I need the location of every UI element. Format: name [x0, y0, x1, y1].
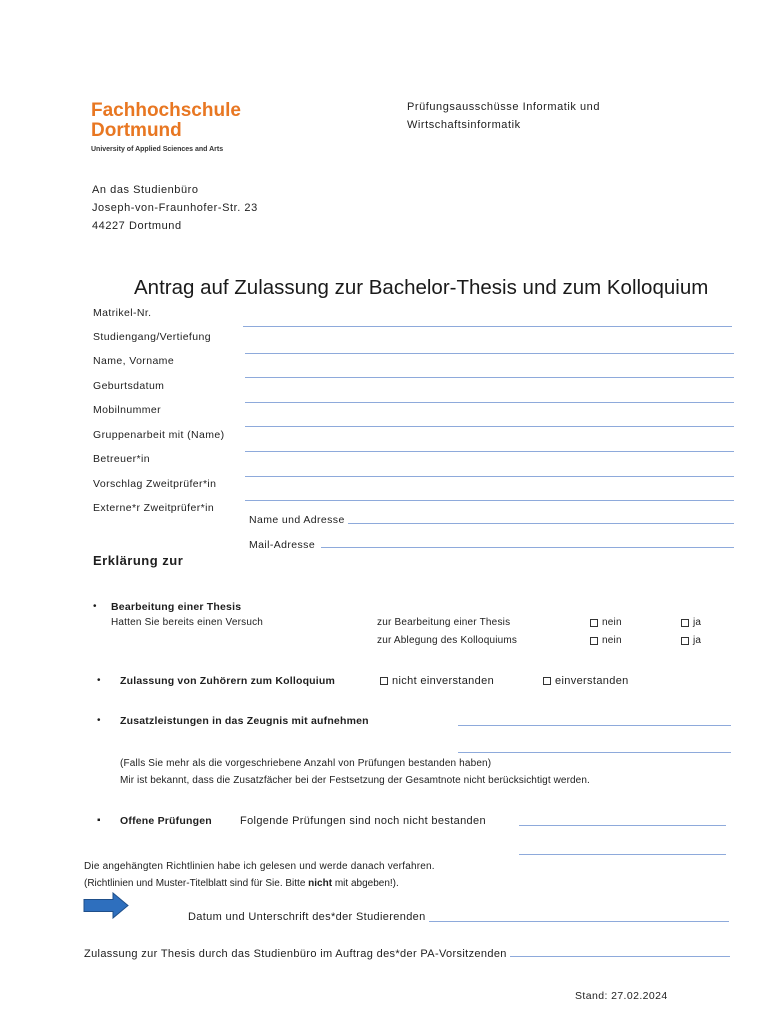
geburtsdatum-label: Geburtsdatum: [93, 380, 165, 392]
recipient-line-1: An das Studienbüro: [92, 184, 199, 196]
guidelines-note-start: (Richtlinien und Muster-Titelblatt sind für Sie. Bitte: [84, 878, 309, 889]
committee-line-2: Wirtschaftsinformatik: [407, 119, 521, 131]
checkbox[interactable]: [380, 677, 388, 685]
thesis-question: Hatten Sie bereits einen Versuch: [111, 617, 264, 628]
extern-mail-field[interactable]: [321, 547, 734, 548]
recipient-line-2: Joseph-von-Fraunhofer-Str. 23: [92, 202, 258, 214]
gruppenarbeit-field[interactable]: [245, 451, 734, 452]
bullet: •: [93, 601, 97, 612]
betreuer-label: Betreuer*in: [93, 453, 150, 465]
gruppenarbeit-label: Gruppenarbeit mit (Name): [93, 429, 225, 441]
open-exams-section-title: Offene Prüfungen: [120, 815, 212, 827]
audience-agree-option[interactable]: [543, 674, 629, 688]
checkbox[interactable]: [543, 677, 551, 685]
zweitpruefer-field[interactable]: [245, 500, 734, 501]
bullet: •: [97, 675, 101, 686]
extras-section-title: Zusatzleistungen in das Zeugnis mit aufnehmen: [120, 715, 369, 727]
committee-line-1: Prüfungsausschüsse Informatik und: [407, 101, 601, 113]
thesis-section-title: Bearbeitung einer Thesis: [111, 601, 242, 613]
approval-field[interactable]: [510, 956, 730, 957]
extras-note-acknowledgement: Mir ist bekannt, dass die Zusatzfächer bei der Festsetzung der Gesamtnote nicht berücksichtigt werden.: [120, 775, 590, 786]
zweitpruefer-label: Vorschlag Zweitprüfer*in: [93, 478, 217, 490]
extern-mail-label: Mail-Adresse: [249, 539, 316, 551]
option-label: nein: [602, 635, 622, 646]
mobilnummer-field[interactable]: [245, 426, 734, 427]
option-label: nein: [602, 617, 622, 628]
geburtsdatum-field[interactable]: [245, 402, 734, 403]
thesis-attempt-no-option[interactable]: [590, 616, 622, 630]
extern-name-label: Name und Adresse: [249, 514, 345, 526]
approval-label: Zulassung zur Thesis durch das Studienbüro im Auftrag des*der PA-Vorsitzenden: [84, 948, 507, 960]
audience-section-title: Zulassung von Zuhörern zum Kolloquium: [120, 675, 336, 687]
externer-zweitpruefer-label: Externe*r Zweitprüfer*in: [93, 502, 215, 514]
betreuer-field[interactable]: [245, 476, 734, 477]
name-label: Name, Vorname: [93, 355, 175, 367]
extern-mail-row: [249, 538, 734, 552]
studiengang-label: Studiengang/Vertiefung: [93, 331, 211, 343]
signature-field[interactable]: [429, 921, 729, 922]
page-title: Antrag auf Zulassung zur Bachelor-Thesis und zum Kolloquium: [134, 276, 709, 299]
checkbox[interactable]: [681, 637, 689, 645]
open-exams-field-2[interactable]: [519, 854, 726, 855]
mobilnummer-label: Mobilnummer: [93, 404, 161, 416]
option-label: nicht einverstanden: [392, 675, 495, 687]
extras-field-2[interactable]: [458, 752, 731, 753]
colloquium-attempt-yes-option[interactable]: [681, 634, 701, 648]
thesis-attempt-yes-option[interactable]: [681, 616, 701, 630]
checkbox[interactable]: [590, 637, 598, 645]
studiengang-field[interactable]: [245, 353, 734, 354]
checkbox[interactable]: [590, 619, 598, 627]
guidelines-note-end: mit abgeben!).: [332, 878, 399, 889]
option-label: einverstanden: [555, 675, 629, 687]
logo-line-1: Fachhochschule: [91, 100, 241, 121]
square-bullet: ▪: [97, 815, 101, 826]
matrikel-label: Matrikel-Nr.: [93, 307, 152, 319]
recipient-line-3: 44227 Dortmund: [92, 220, 182, 232]
declaration-heading: Erklärung zur: [93, 553, 184, 568]
option-label: ja: [693, 617, 702, 628]
option-label: ja: [693, 635, 702, 646]
name-field[interactable]: [245, 377, 734, 378]
colloquium-attempt-label: zur Ablegung des Kolloquiums: [377, 635, 518, 646]
guidelines-note-emphasis: nicht: [308, 878, 333, 889]
checkbox[interactable]: [681, 619, 689, 627]
extras-field-1[interactable]: [458, 725, 731, 726]
logo-line-2: Dortmund: [91, 120, 182, 141]
bullet: •: [97, 715, 101, 726]
guidelines-note: [84, 877, 399, 891]
extern-name-field[interactable]: [348, 523, 734, 524]
version-date: Stand: 27.02.2024: [575, 990, 668, 1002]
signature-label: Datum und Unterschrift des*der Studierenden: [188, 911, 426, 923]
extras-note-condition: (Falls Sie mehr als die vorgeschriebene Anzahl von Prüfungen bestanden haben): [120, 758, 492, 769]
logo-tagline: University of Applied Sciences and Arts: [91, 146, 224, 153]
open-exams-text: Folgende Prüfungen sind noch nicht bestanden: [240, 815, 486, 827]
signature-row: [188, 910, 729, 924]
audience-disagree-option[interactable]: [380, 674, 494, 688]
guidelines-statement: Die angehängten Richtlinien habe ich gelesen und werde danach verfahren.: [84, 861, 435, 872]
matrikel-field[interactable]: [243, 326, 732, 327]
open-exams-field-1[interactable]: [519, 825, 726, 826]
colloquium-attempt-no-option[interactable]: [590, 634, 622, 648]
approval-row: [84, 947, 730, 961]
thesis-attempt-label: zur Bearbeitung einer Thesis: [377, 617, 511, 628]
extern-name-row: [249, 513, 734, 527]
arrow-right-icon: [83, 892, 129, 919]
